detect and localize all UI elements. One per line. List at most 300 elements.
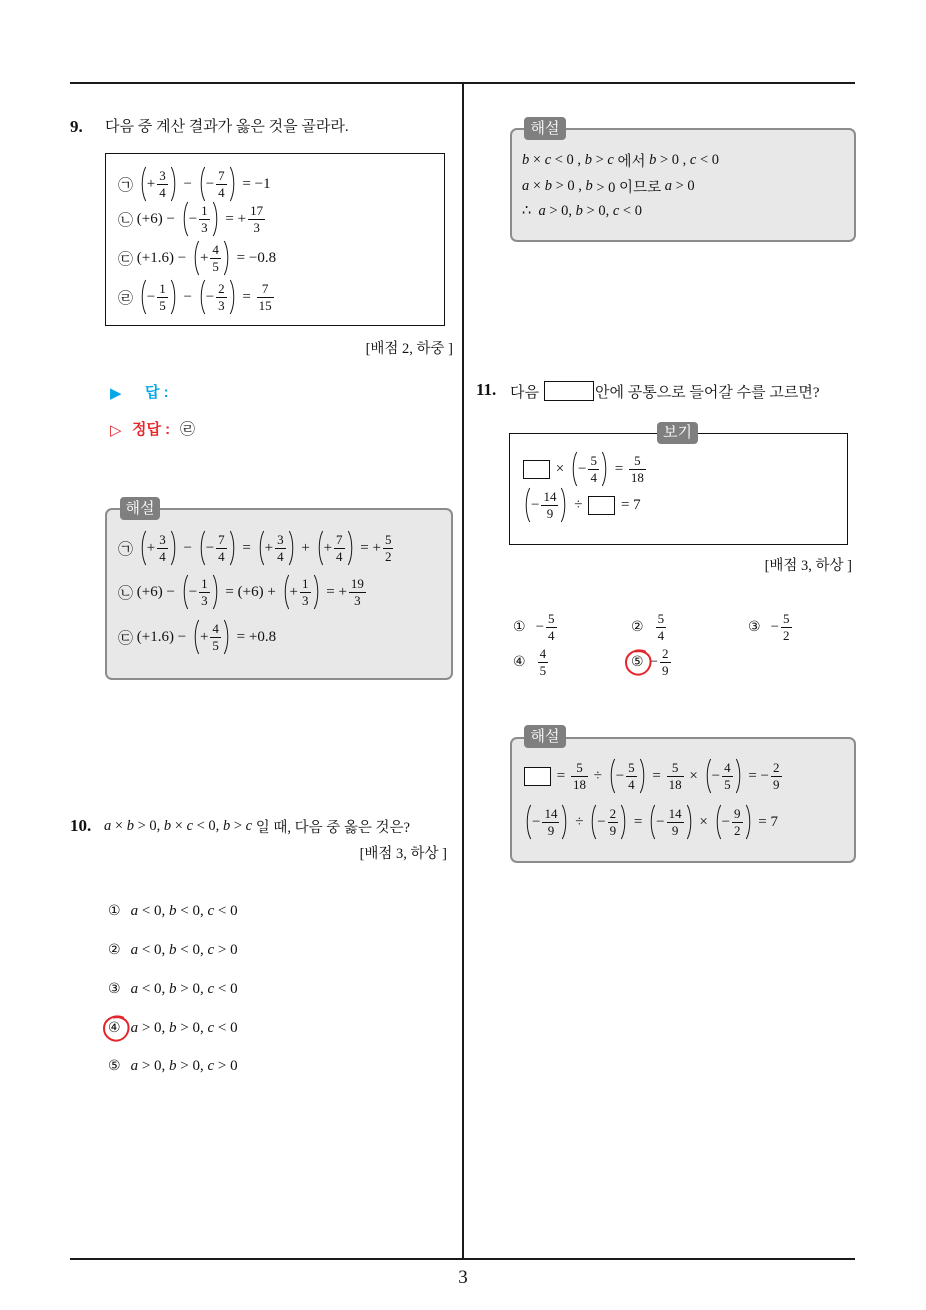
paren-content [531,490,560,521]
fraction-numerator: 5 [576,759,583,775]
math-text: > 0, [176,1057,208,1074]
paren-group [525,804,568,840]
fraction-numerator: 5 [657,610,665,626]
paren-group [609,758,646,794]
page-number: 3 [458,1267,468,1288]
math-text: = [630,813,647,830]
fraction [248,204,265,235]
fraction-numerator: 5 [634,452,641,468]
math-text: < 0 [619,202,642,219]
score-label: [배점 3, 하상 ] [764,558,852,574]
question-text [104,815,410,837]
paren-content [532,807,561,838]
choice-expression [771,612,794,643]
question-text-after: 안에 공통으로 들어갈 수를 고르면? [594,384,820,401]
solution-box [510,737,856,863]
math-text: − [535,618,545,635]
math-variable: c [207,941,215,958]
answer-line [110,383,122,404]
fraction [571,761,588,792]
right-paren [560,487,567,523]
choice-expression [131,1058,238,1075]
left-paren [283,574,290,610]
paren-group [524,487,567,523]
example-line [521,486,641,524]
choice-5 [108,1055,238,1077]
solution-line [522,175,695,197]
fraction [216,282,227,313]
blank-box [588,496,615,515]
math-variable: c [607,151,614,168]
choice-number: ⑤ [108,1058,121,1074]
math-text: − [146,288,156,305]
math-text: + [264,539,274,556]
paren-group [193,619,230,655]
math-variable: a [130,1057,139,1074]
choice-1 [513,609,559,645]
math-text: > 0 [671,177,695,194]
math-text: < 0, [138,902,170,919]
math-text: − [656,813,665,830]
solution-line [522,802,778,842]
math-text: > 0 이므로 [592,179,665,196]
right-paren [735,758,742,794]
fraction [546,612,557,643]
math-variable: b [584,151,592,168]
left-paren [199,166,206,202]
fraction-numerator: 5 [671,759,679,775]
math-text: > 0 [214,1057,238,1074]
choice-1 [108,900,238,922]
statement-item [118,200,267,238]
left-paren [525,804,532,840]
paren-content [189,577,212,608]
fraction-numerator: 2 [773,759,780,775]
right-paren [229,530,236,566]
math-variable: c [207,980,215,997]
correct-answer-label: 정답 : [132,421,171,438]
choice-number: ③ [748,619,761,635]
fraction-numerator: 17 [250,202,264,218]
math-text: ÷ [570,496,587,513]
paren-content [200,622,223,653]
fraction-numerator: 2 [609,805,617,821]
math-variable: b [522,151,530,168]
math-text: = [648,767,665,784]
paren-content [290,577,313,608]
math-text: < 0 [214,1019,238,1036]
fraction [157,282,168,313]
math-text: (+1.6) − [136,249,190,266]
math-variable: a [130,902,139,919]
fraction-numerator: 4 [212,620,219,636]
math-variable: a [104,817,112,834]
math-text: < 0, [176,941,208,958]
math-text: − [770,618,780,635]
fraction-denominator: 15 [258,297,272,313]
left-paren [182,201,189,237]
fraction [199,204,210,235]
choice-number: ① [513,619,526,635]
left-paren [140,279,147,315]
fraction-numerator: 14 [543,488,557,504]
math-text: = [238,539,255,556]
math-text: = −1 [238,175,271,192]
fraction-denominator: 5 [212,258,219,274]
fraction [771,761,782,792]
solution-line [522,756,784,796]
example-box [509,433,848,545]
math-text: − [188,583,198,600]
fraction [541,490,558,521]
right-paren [347,530,354,566]
statement-box [105,153,445,326]
question-number: 9. [70,117,83,136]
fraction-denominator: 5 [539,662,547,678]
right-paren [170,166,177,202]
left-paren [199,530,206,566]
math-text: < 0, [176,902,208,919]
math-text: − [711,767,721,784]
right-paren [229,279,236,315]
answer-mark-circle-icon [623,647,653,677]
math-text: = [610,460,627,477]
paren-group [199,530,236,566]
math-text: (+6) − [136,210,179,227]
math-text: − [179,288,196,305]
math-text: − [531,496,540,513]
solution-box [105,508,453,680]
paren-group [140,530,177,566]
math-variable: a [130,980,139,997]
paren-group [193,240,230,276]
fraction-numerator: 5 [628,759,635,775]
math-text: > [230,817,246,834]
math-text: = 7 [617,496,641,513]
math-text: ㉣ [118,290,137,307]
choice-expression [536,647,551,678]
question-number: 11. [476,380,497,399]
math-text: > 0, [582,202,613,219]
math-text: − [649,653,659,670]
fraction-denominator: 5 [159,297,166,313]
math-text: ㉠ [118,541,137,558]
paren-content [206,169,229,200]
math-text: > 0, [176,1019,208,1036]
right-paren [223,619,230,655]
paren-content [206,282,229,313]
fraction-denominator: 3 [201,592,208,608]
paren-group [258,530,295,566]
fraction-numerator: 5 [548,610,555,626]
math-text: > 0 , [656,151,690,168]
fraction [349,577,366,608]
answer-mark-circle-icon [101,1013,131,1043]
choice-expression [650,647,673,678]
choice-expression [131,1020,238,1037]
fraction-denominator: 9 [667,822,684,838]
fraction [334,533,345,564]
math-text: > 0, [545,202,576,219]
paren-content [147,282,170,313]
blank-box [544,381,594,401]
math-variable: b [169,1019,177,1036]
math-text: − [205,539,215,556]
math-text: × [685,767,702,784]
fraction-denominator: 4 [657,627,665,643]
fraction [157,533,168,564]
question-text-before: 다음 [510,384,539,401]
fraction [157,169,168,200]
fraction-denominator: 5 [212,637,219,653]
bottom-rule [70,1258,855,1260]
answer-marker-icon: ▶ [110,384,122,402]
fraction-denominator: 4 [336,548,343,564]
paren-content [200,243,223,274]
fraction [257,282,274,313]
math-text: + [297,539,314,556]
math-text: 에서 [613,153,650,170]
math-variable: c [612,202,620,219]
left-paren [140,530,147,566]
choice-number: ② [108,942,121,958]
fraction-denominator: 3 [248,219,265,235]
fraction [626,761,637,792]
example-tag: 보기 [657,422,698,444]
fraction-denominator: 4 [590,469,597,485]
math-text: ㉢ [118,630,137,647]
fraction [781,612,792,643]
math-variable: a [522,177,530,194]
math-text: (+1.6) − [136,628,190,645]
correct-marker-icon: ▷ [110,421,122,439]
math-text: + [199,249,209,266]
answer-label: 답 : [145,384,169,401]
solution-line [522,149,719,171]
math-text: < 0, [193,817,223,834]
fraction [210,243,221,274]
paren-group [705,758,742,794]
right-paren [686,804,693,840]
correct-answer-line [110,420,122,441]
statement-item [118,239,276,277]
fraction [660,647,671,678]
solution-tag: 해설 [120,497,160,520]
math-variable: c [207,902,215,919]
math-text: + [146,539,156,556]
math-text: − [205,175,215,192]
math-variable: a [664,177,672,194]
paren-content [656,807,685,838]
fraction [216,533,227,564]
math-text: × [695,813,712,830]
fraction-denominator: 4 [159,548,166,564]
math-variable: b [544,177,552,194]
math-text: = + [221,210,247,227]
math-text: − [721,813,731,830]
fraction-denominator: 3 [201,219,208,235]
blank-box [524,767,551,786]
fraction-denominator: 5 [724,776,731,792]
math-text: + [146,175,156,192]
fraction-numerator: 3 [277,531,284,547]
right-paren [601,451,608,487]
math-text: ∴ [522,202,539,219]
paren-content [616,761,639,792]
math-variable: b [585,177,593,194]
choice-4 [513,644,550,680]
fraction [656,612,667,643]
paren-content [147,533,170,564]
score-label: [배점 3, 하상 ] [359,846,447,862]
fraction-denominator: 18 [572,776,586,792]
fraction-numerator: 3 [159,531,166,547]
math-text: = [238,288,255,305]
right-paren [212,201,219,237]
choice-number: ④ [108,1020,121,1036]
choice-expression [131,981,238,998]
paren-content [206,533,229,564]
paren-content [712,761,735,792]
right-paren [620,804,627,840]
math-text: = −0.8 [232,249,277,266]
math-text: > 0, [176,980,208,997]
math-text: − [577,460,587,477]
math-text: ㉡ [118,212,137,229]
solution-tag: 해설 [524,725,566,748]
math-text: − [205,288,215,305]
right-paren [170,279,177,315]
fraction-numerator: 4 [724,759,731,775]
math-text: > 0 , [551,177,586,194]
choice-number: ① [108,903,121,919]
math-variable: c [186,817,193,834]
fraction-numerator: 2 [218,280,225,296]
choice-3 [748,609,794,645]
choice-2 [108,939,238,961]
paren-content [324,533,347,564]
math-text: − [179,175,196,192]
fraction-numerator: 7 [218,167,225,183]
statement-item [118,165,271,203]
fraction-denominator: 9 [542,822,559,838]
left-paren [193,240,200,276]
paren-group [182,574,219,610]
paren-group [571,451,608,487]
paren-content [578,454,601,485]
math-text: < 0 , [551,151,585,168]
fraction-numerator: 5 [590,452,597,468]
choice-number: ② [631,619,644,635]
left-paren [140,166,147,202]
math-text: < 0 [696,151,720,168]
fraction [199,577,210,608]
left-paren [182,574,189,610]
math-text: − [188,210,198,227]
left-paren [571,451,578,487]
math-text: − [179,539,196,556]
left-paren [609,758,616,794]
math-text: ㉠ [118,177,137,194]
choice-expression [654,612,669,643]
fraction [667,807,684,838]
choice-3 [108,978,238,1000]
right-paren [745,804,752,840]
fraction-denominator: 2 [734,822,741,838]
math-text: × [552,460,568,477]
left-paren [715,804,722,840]
right-paren [212,574,219,610]
fraction-numerator: 14 [668,805,682,821]
math-variable: b [169,902,177,919]
math-text: ㉡ [118,585,137,602]
choice-number: ③ [108,981,121,997]
math-variable: c [207,1057,215,1074]
fraction-denominator: 9 [662,662,669,678]
fraction-denominator: 3 [302,592,309,608]
fraction-denominator: 2 [384,548,392,564]
left-paren [258,530,265,566]
paren-content [722,807,745,838]
fraction-numerator: 1 [201,202,208,218]
math-text: + [323,539,333,556]
left-paren [193,619,200,655]
math-text: < 0 [214,902,238,919]
math-text: > 0, [138,1019,170,1036]
math-variable: c [245,817,253,834]
math-text: > 0, [133,817,164,834]
math-text: ÷ [571,813,588,830]
math-text: ㉢ [118,251,137,268]
math-text: = + [322,583,347,600]
choice-2 [631,609,668,645]
fraction-numerator: 3 [159,167,166,183]
math-variable: b [126,817,134,834]
score-label: [배점 2, 하중 ] [365,341,453,357]
left-paren [705,758,712,794]
math-text: < 0, [138,941,170,958]
paren-group [199,279,236,315]
statement-item [118,278,276,316]
paren-group [715,804,752,840]
math-text: = − [744,767,769,784]
fraction-denominator: 9 [541,505,558,521]
fraction-numerator: 2 [662,645,669,661]
fraction-numerator: 14 [544,805,558,821]
fraction-denominator: 4 [548,627,555,643]
choice-expression [131,942,238,959]
paren-group [140,166,177,202]
left-paren [524,487,531,523]
fraction [667,761,684,792]
paren-group [140,279,177,315]
math-text: × [529,177,545,194]
column-divider [462,82,464,1259]
math-text: = (+6) + [221,583,280,600]
math-text: > 0 [214,941,238,958]
fraction-numerator: 5 [384,531,392,547]
fraction-denominator: 4 [218,548,225,564]
fraction-denominator: 18 [630,469,644,485]
solution-box [510,128,856,242]
paren-group [590,804,627,840]
question-number: 10. [70,816,92,835]
choice-expression [131,903,238,920]
fraction-denominator: 18 [668,776,682,792]
math-text: × [111,817,127,834]
math-text: 일 때, 다음 중 옳은 것은? [252,819,410,836]
fraction [732,807,743,838]
